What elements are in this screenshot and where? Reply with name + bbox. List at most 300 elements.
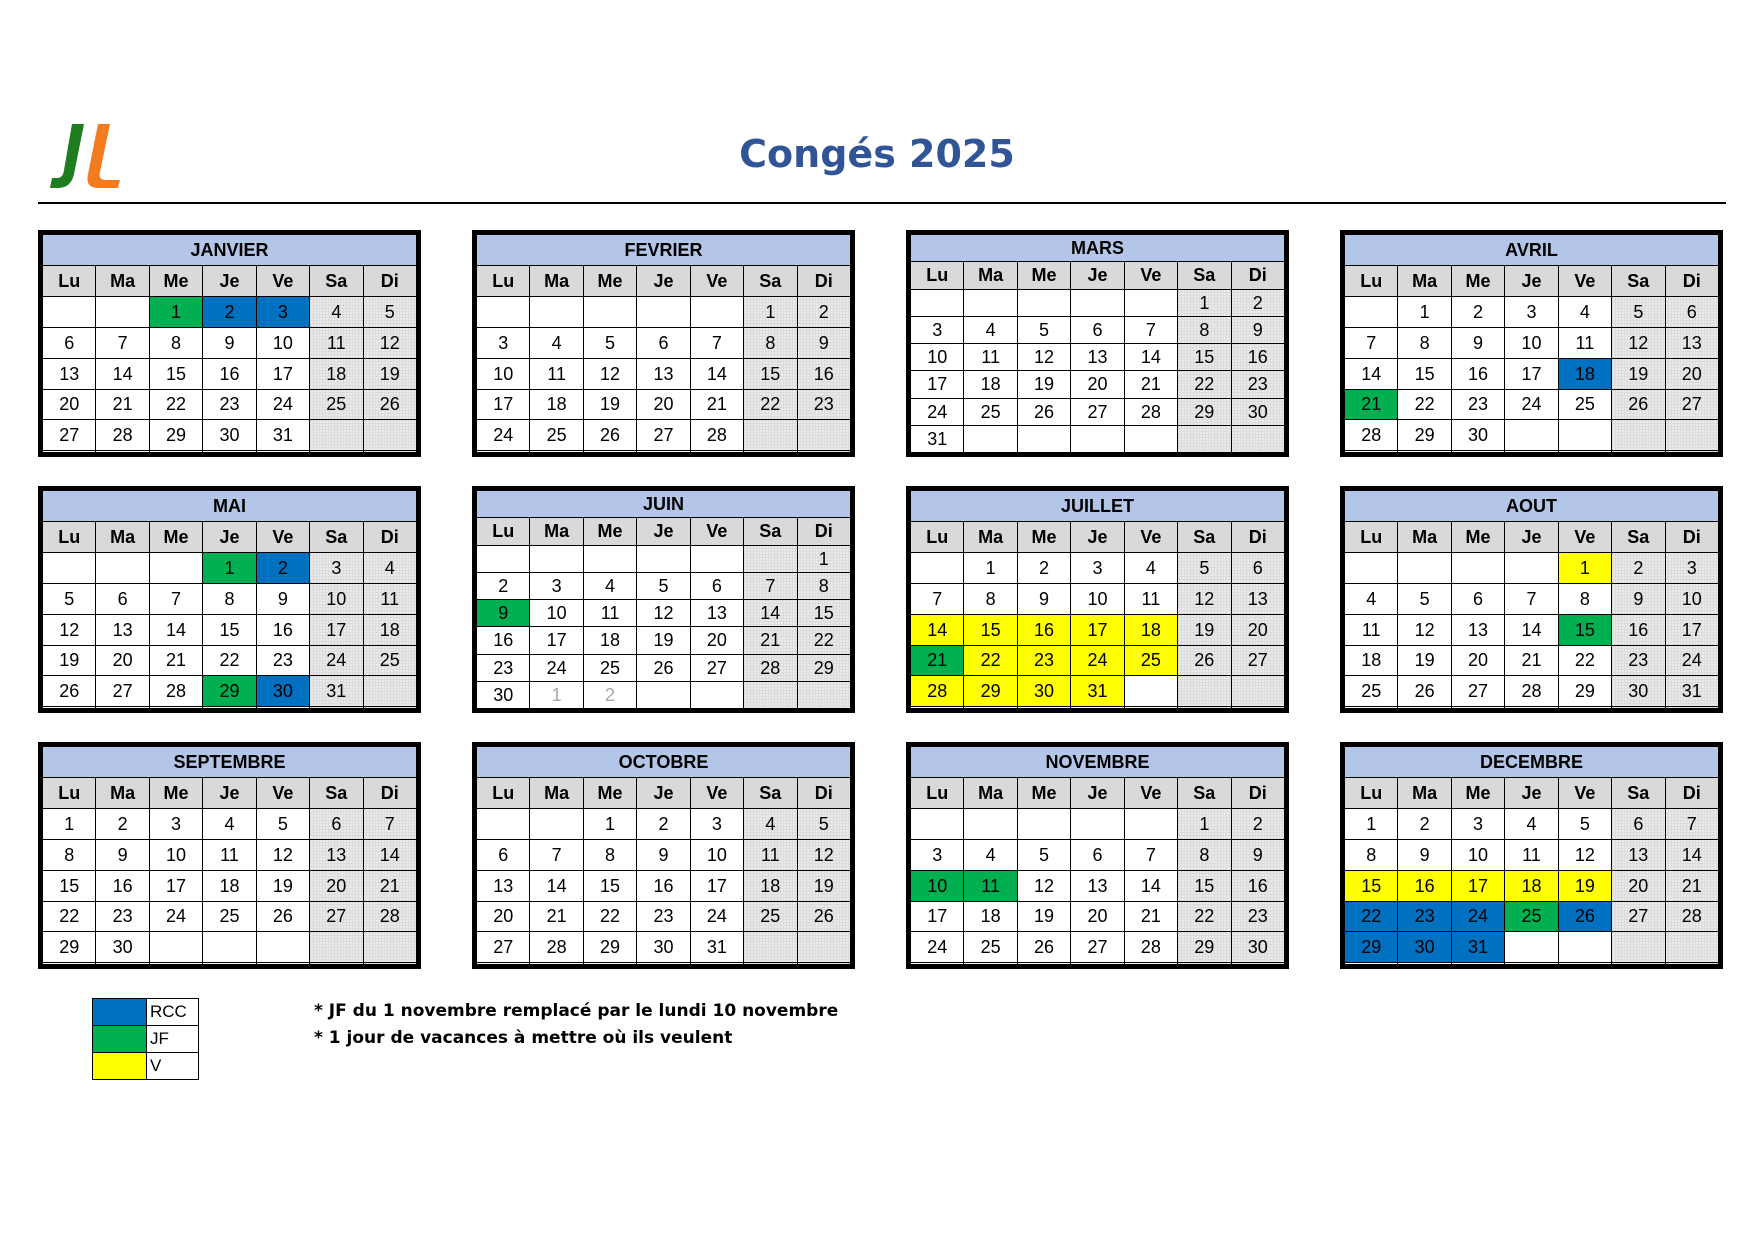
day-cell: 31	[690, 932, 743, 963]
empty-cell	[256, 707, 309, 709]
day-cell: 12	[797, 839, 850, 870]
day-cell: 4	[964, 839, 1017, 870]
empty-cell	[256, 963, 309, 965]
day-cell: 5	[583, 327, 636, 358]
weekday-header: Lu	[477, 777, 530, 808]
day-cell: 24	[1451, 901, 1504, 932]
weekday-header: Di	[797, 265, 850, 296]
weekday-header: Me	[1017, 521, 1070, 552]
weekday-header: Me	[583, 518, 636, 545]
day-cell: 25	[310, 389, 363, 420]
weekday-header: Sa	[1612, 521, 1665, 552]
day-cell: 3	[530, 572, 583, 599]
day-cell: 4	[363, 552, 416, 583]
day-cell: 3	[256, 296, 309, 327]
empty-cell	[1178, 963, 1231, 965]
day-cell: 31	[1071, 676, 1124, 707]
day-cell: 17	[530, 627, 583, 654]
day-cell: 18	[583, 627, 636, 654]
day-cell: 14	[1345, 358, 1398, 389]
note-line: * 1 jour de vacances à mettre où ils veulent	[314, 1028, 733, 1048]
day-cell: 16	[1231, 870, 1284, 901]
empty-cell	[637, 296, 690, 327]
day-cell: 1	[1345, 808, 1398, 839]
day-cell: 10	[1505, 327, 1558, 358]
day-cell: 27	[1071, 398, 1124, 425]
day-cell: 5	[363, 296, 416, 327]
empty-cell	[583, 451, 636, 453]
day-cell: 6	[96, 583, 149, 614]
day-cell: 29	[1178, 932, 1231, 963]
day-cell: 30	[1017, 676, 1070, 707]
day-cell: 16	[1451, 358, 1504, 389]
day-cell: 3	[911, 316, 964, 343]
day-cell: 12	[1017, 344, 1070, 371]
empty-cell	[911, 289, 964, 316]
legend-swatch	[93, 1053, 147, 1080]
day-cell: 3	[1505, 296, 1558, 327]
empty-cell	[911, 707, 964, 709]
empty-cell	[744, 681, 797, 708]
day-cell: 23	[1231, 371, 1284, 398]
day-cell: 1	[149, 296, 202, 327]
day-cell: 20	[477, 901, 530, 932]
day-cell: 20	[310, 870, 363, 901]
empty-cell	[43, 707, 96, 709]
empty-cell	[149, 707, 202, 709]
empty-cell	[1398, 707, 1451, 709]
day-cell: 8	[1178, 316, 1231, 343]
day-cell: 24	[1665, 645, 1718, 676]
day-cell: 7	[744, 572, 797, 599]
empty-cell	[1231, 963, 1284, 965]
day-cell: 14	[1124, 870, 1177, 901]
empty-cell	[1505, 552, 1558, 583]
empty-cell	[310, 420, 363, 451]
day-cell: 24	[690, 901, 743, 932]
empty-cell	[1451, 707, 1504, 709]
empty-cell	[96, 451, 149, 453]
day-cell: 8	[43, 839, 96, 870]
weekday-header: Je	[1505, 521, 1558, 552]
empty-cell	[43, 451, 96, 453]
day-cell: 13	[96, 614, 149, 645]
day-cell: 15	[744, 358, 797, 389]
day-cell: 30	[256, 676, 309, 707]
day-cell: 11	[310, 327, 363, 358]
weekday-header: Me	[1451, 777, 1504, 808]
day-cell: 17	[1071, 614, 1124, 645]
day-cell: 28	[911, 676, 964, 707]
day-cell: 29	[203, 676, 256, 707]
day-cell: 21	[1665, 870, 1718, 901]
weekday-header: Lu	[911, 777, 964, 808]
empty-cell	[964, 808, 1017, 839]
day-cell: 5	[637, 572, 690, 599]
day-cell: 23	[256, 645, 309, 676]
empty-cell	[149, 552, 202, 583]
day-cell: 1	[1178, 808, 1231, 839]
day-cell: 11	[1124, 583, 1177, 614]
empty-cell	[690, 963, 743, 965]
day-cell: 2	[203, 296, 256, 327]
day-cell: 23	[797, 389, 850, 420]
day-cell: 1	[964, 552, 1017, 583]
weekday-header: Je	[1071, 777, 1124, 808]
weekday-header: Sa	[1612, 777, 1665, 808]
day-cell: 30	[1231, 932, 1284, 963]
day-cell: 30	[1398, 932, 1451, 963]
month-octobre	[472, 742, 855, 969]
day-cell: 27	[310, 901, 363, 932]
empty-cell	[96, 963, 149, 965]
day-cell: 26	[583, 420, 636, 451]
day-cell: 30	[477, 681, 530, 708]
weekday-header: Me	[583, 777, 636, 808]
day-cell: 22	[1345, 901, 1398, 932]
day-cell: 26	[797, 901, 850, 932]
empty-cell	[530, 808, 583, 839]
weekday-header: Di	[1231, 262, 1284, 289]
month-name: JANVIER	[43, 235, 417, 266]
day-cell: 27	[1612, 901, 1665, 932]
day-cell: 9	[1398, 839, 1451, 870]
day-cell: 6	[1665, 296, 1718, 327]
day-cell: 22	[797, 627, 850, 654]
day-cell: 3	[1451, 808, 1504, 839]
empty-cell	[583, 545, 636, 572]
weekday-header: Me	[1017, 262, 1070, 289]
day-cell: 10	[530, 600, 583, 627]
day-cell: 30	[1231, 398, 1284, 425]
weekday-header: Ma	[96, 521, 149, 552]
weekday-header: Je	[203, 777, 256, 808]
day-cell: 28	[363, 901, 416, 932]
day-cell: 25	[964, 398, 1017, 425]
empty-cell	[149, 451, 202, 453]
day-cell: 31	[256, 420, 309, 451]
day-cell: 6	[637, 327, 690, 358]
day-cell: 21	[1345, 389, 1398, 420]
day-cell: 15	[1345, 870, 1398, 901]
day-cell: 18	[363, 614, 416, 645]
day-cell: 14	[149, 614, 202, 645]
empty-cell	[911, 963, 964, 965]
day-cell: 6	[477, 839, 530, 870]
day-cell: 12	[256, 839, 309, 870]
day-cell: 11	[203, 839, 256, 870]
empty-cell	[1398, 552, 1451, 583]
day-cell: 18	[964, 901, 1017, 932]
weekday-header: Me	[583, 265, 636, 296]
weekday-header: Je	[1505, 265, 1558, 296]
day-cell: 4	[1124, 552, 1177, 583]
day-cell: 2	[1017, 552, 1070, 583]
empty-cell	[1017, 289, 1070, 316]
weekday-header: Sa	[744, 518, 797, 545]
weekday-header: Ma	[964, 262, 1017, 289]
day-cell: 20	[1451, 645, 1504, 676]
empty-cell	[1071, 289, 1124, 316]
day-cell: 28	[96, 420, 149, 451]
day-cell: 19	[43, 645, 96, 676]
day-cell: 17	[1451, 870, 1504, 901]
day-cell: 29	[1178, 398, 1231, 425]
empty-cell	[1612, 707, 1665, 709]
day-cell: 1	[797, 545, 850, 572]
empty-cell	[1178, 676, 1231, 707]
day-cell: 16	[203, 358, 256, 389]
day-cell: 21	[744, 627, 797, 654]
empty-cell	[690, 451, 743, 453]
day-cell: 13	[477, 870, 530, 901]
weekday-header: Ve	[1124, 262, 1177, 289]
day-cell: 11	[744, 839, 797, 870]
day-cell: 22	[149, 389, 202, 420]
day-cell: 16	[797, 358, 850, 389]
day-cell: 14	[96, 358, 149, 389]
day-cell: 28	[744, 654, 797, 681]
day-cell: 9	[1451, 327, 1504, 358]
empty-cell	[744, 963, 797, 965]
day-cell: 2	[96, 808, 149, 839]
empty-cell	[1231, 425, 1284, 452]
day-cell: 23	[1017, 645, 1070, 676]
empty-cell	[797, 963, 850, 965]
notes	[314, 998, 838, 1052]
day-cell: 15	[797, 600, 850, 627]
day-cell: 17	[1665, 614, 1718, 645]
empty-cell	[530, 963, 583, 965]
day-cell: 24	[310, 645, 363, 676]
empty-cell	[911, 552, 964, 583]
month-name: JUILLET	[911, 491, 1285, 522]
day-cell: 6	[690, 572, 743, 599]
weekday-header: Ma	[964, 777, 1017, 808]
weekday-header: Sa	[1612, 265, 1665, 296]
day-cell: 7	[1345, 327, 1398, 358]
day-cell: 28	[1665, 901, 1718, 932]
legend-row-rcc	[93, 999, 199, 1026]
empty-cell	[1071, 963, 1124, 965]
day-cell: 12	[1017, 870, 1070, 901]
weekday-header: Lu	[477, 265, 530, 296]
day-cell: 12	[583, 358, 636, 389]
month-janvier	[38, 230, 421, 457]
day-cell: 4	[1558, 296, 1611, 327]
empty-cell	[363, 707, 416, 709]
weekday-header: Sa	[310, 777, 363, 808]
weekday-header: Ma	[530, 265, 583, 296]
day-cell: 22	[1398, 389, 1451, 420]
empty-cell	[744, 420, 797, 451]
day-cell: 5	[43, 583, 96, 614]
day-cell: 30	[637, 932, 690, 963]
month-decembre	[1340, 742, 1723, 969]
day-cell: 22	[43, 901, 96, 932]
day-cell: 24	[477, 420, 530, 451]
day-cell: 11	[1505, 839, 1558, 870]
weekday-header: Je	[637, 777, 690, 808]
day-cell: 18	[964, 371, 1017, 398]
empty-cell	[1505, 963, 1558, 965]
day-cell: 21	[149, 645, 202, 676]
day-cell: 17	[1505, 358, 1558, 389]
day-cell: 15	[1558, 614, 1611, 645]
day-cell: 22	[1558, 645, 1611, 676]
day-cell: 18	[203, 870, 256, 901]
day-cell: 26	[1558, 901, 1611, 932]
day-cell: 26	[1398, 676, 1451, 707]
legend	[92, 998, 199, 1080]
empty-cell	[1178, 707, 1231, 709]
weekday-header: Ve	[690, 518, 743, 545]
day-cell: 25	[1505, 901, 1558, 932]
weekday-header: Lu	[43, 521, 96, 552]
weekday-header: Me	[1017, 777, 1070, 808]
day-cell: 9	[1231, 839, 1284, 870]
day-cell: 20	[96, 645, 149, 676]
day-cell: 29	[1558, 676, 1611, 707]
empty-cell	[1451, 552, 1504, 583]
empty-cell	[43, 963, 96, 965]
day-cell: 10	[477, 358, 530, 389]
day-cell: 25	[964, 932, 1017, 963]
day-cell: 20	[1231, 614, 1284, 645]
day-cell: 9	[637, 839, 690, 870]
day-cell: 1	[43, 808, 96, 839]
day-cell: 7	[96, 327, 149, 358]
day-cell: 24	[911, 398, 964, 425]
day-cell: 27	[1451, 676, 1504, 707]
day-cell: 11	[363, 583, 416, 614]
day-cell: 22	[583, 901, 636, 932]
day-cell: 9	[1017, 583, 1070, 614]
weekday-header: Me	[1451, 265, 1504, 296]
day-cell: 14	[744, 600, 797, 627]
weekday-header: Sa	[310, 521, 363, 552]
day-cell: 7	[690, 327, 743, 358]
empty-cell	[1398, 963, 1451, 965]
day-cell: 26	[1017, 398, 1070, 425]
day-cell: 16	[1231, 344, 1284, 371]
day-cell: 22	[744, 389, 797, 420]
weekday-header: Ma	[96, 777, 149, 808]
empty-cell	[96, 296, 149, 327]
empty-cell	[530, 545, 583, 572]
weekday-header: Je	[1071, 521, 1124, 552]
weekday-header: Je	[203, 265, 256, 296]
day-cell: 23	[1231, 901, 1284, 932]
day-cell: 20	[1665, 358, 1718, 389]
day-cell: 10	[1071, 583, 1124, 614]
day-cell: 13	[690, 600, 743, 627]
day-cell: 1	[583, 808, 636, 839]
day-cell: 15	[1178, 344, 1231, 371]
day-cell: 11	[1558, 327, 1611, 358]
empty-cell	[363, 963, 416, 965]
empty-cell	[1178, 425, 1231, 452]
empty-cell	[1612, 932, 1665, 963]
day-cell: 3	[477, 327, 530, 358]
day-cell: 7	[149, 583, 202, 614]
day-cell: 19	[256, 870, 309, 901]
empty-cell	[310, 707, 363, 709]
weekday-header: Sa	[1178, 262, 1231, 289]
weekday-header: Sa	[744, 777, 797, 808]
weekday-header: Lu	[477, 518, 530, 545]
day-cell: 19	[1398, 645, 1451, 676]
day-cell: 8	[797, 572, 850, 599]
empty-cell	[1451, 451, 1504, 453]
day-cell: 27	[96, 676, 149, 707]
day-cell: 18	[1124, 614, 1177, 645]
day-cell: 19	[797, 870, 850, 901]
empty-cell	[477, 451, 530, 453]
day-cell: 21	[530, 901, 583, 932]
weekday-header: Ma	[1398, 265, 1451, 296]
day-cell: 17	[690, 870, 743, 901]
day-cell: 5	[1612, 296, 1665, 327]
weekday-header: Ma	[96, 265, 149, 296]
day-cell: 12	[1558, 839, 1611, 870]
empty-cell	[744, 545, 797, 572]
day-cell: 24	[530, 654, 583, 681]
empty-cell	[1665, 420, 1718, 451]
empty-cell	[1665, 707, 1718, 709]
empty-cell	[477, 545, 530, 572]
day-cell: 17	[477, 389, 530, 420]
day-cell: 2	[1231, 289, 1284, 316]
empty-cell	[690, 681, 743, 708]
weekday-header: Lu	[1345, 265, 1398, 296]
empty-cell	[256, 451, 309, 453]
day-cell: 25	[744, 901, 797, 932]
day-cell: 24	[149, 901, 202, 932]
day-cell: 5	[1178, 552, 1231, 583]
day-cell: 28	[1505, 676, 1558, 707]
day-cell: 1	[744, 296, 797, 327]
day-cell: 13	[1665, 327, 1718, 358]
empty-cell	[1665, 451, 1718, 453]
day-cell: 4	[1505, 808, 1558, 839]
empty-cell	[1071, 707, 1124, 709]
day-cell: 10	[310, 583, 363, 614]
day-cell: 27	[1231, 645, 1284, 676]
day-cell: 19	[1558, 870, 1611, 901]
day-cell: 9	[477, 600, 530, 627]
day-cell: 16	[1612, 614, 1665, 645]
day-cell: 15	[203, 614, 256, 645]
empty-cell	[256, 932, 309, 963]
empty-cell	[1451, 963, 1504, 965]
day-cell: 23	[203, 389, 256, 420]
empty-cell	[690, 296, 743, 327]
day-cell: 2	[1231, 808, 1284, 839]
empty-cell	[744, 451, 797, 453]
day-cell: 29	[1398, 420, 1451, 451]
empty-cell	[1345, 552, 1398, 583]
empty-cell	[363, 676, 416, 707]
month-septembre	[38, 742, 421, 969]
day-cell: 2	[1612, 552, 1665, 583]
day-cell: 5	[1017, 839, 1070, 870]
day-cell: 21	[96, 389, 149, 420]
empty-cell	[43, 296, 96, 327]
legend-label: JF	[147, 1026, 199, 1053]
month-name: DECEMBRE	[1345, 747, 1719, 778]
day-cell: 2	[1398, 808, 1451, 839]
